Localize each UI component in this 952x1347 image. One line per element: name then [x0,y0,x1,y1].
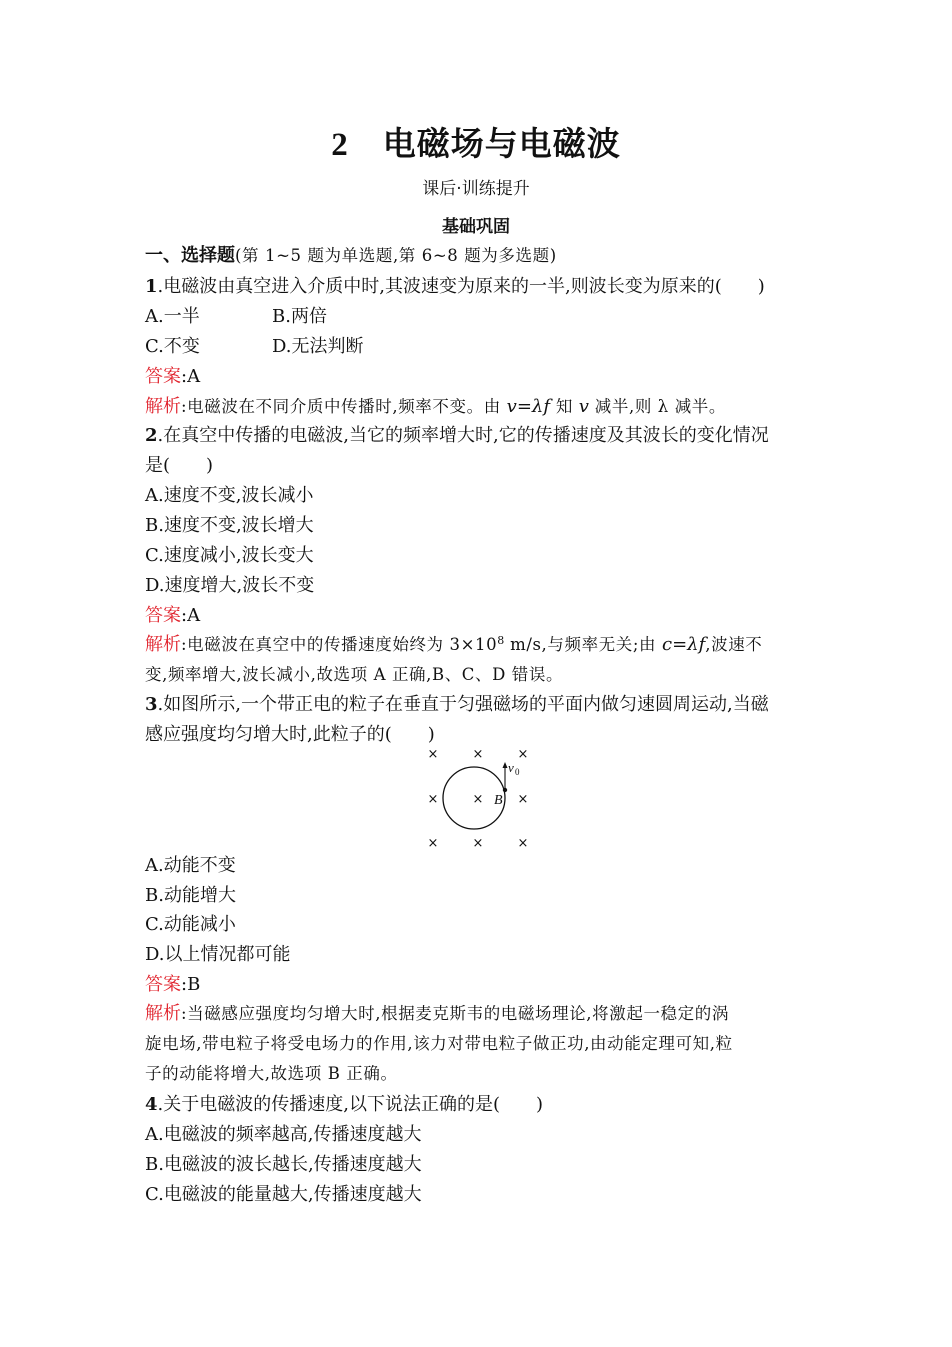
question-2-stem: 2.在真空中传播的电磁波,当它的频率增大时,它的传播速度及其波长的变化情况 [145,425,769,446]
question-2-explanation: 解析:电磁波在真空中的传播速度始终为 $3\times 10^8$ m/s,与频率无关;由 c=λf,波速不 [145,634,763,655]
explanation-label: 解析 [145,634,181,655]
velocity-subscript: 0 [515,767,520,777]
question-number: 3 [145,694,158,715]
part-heading: 一、选择题(第 1~5 题为单选题,第 6~8 题为多选题) [145,245,557,266]
question-2-explanation-cont: 变,频率增大,波长减小,故选项 A 正确,B、C、D 错误。 [145,665,564,684]
option-c: C.不变 [145,336,200,357]
option-a: A.速度不变,波长减小 [145,485,314,506]
arrow-head-icon [503,762,508,768]
section-number: 2 [331,127,349,163]
section-heading: 基础巩固 [442,217,510,237]
answer-label: 答案 [145,366,181,387]
page-title [0,118,952,165]
field-cross-mark: × [517,747,529,762]
question-3-explanation: 解析:当磁感应强度均匀增大时,根据麦克斯韦的电磁场理论,将激起一稳定的涡 [145,1003,729,1024]
question-1-answer: 答案:A [145,366,201,387]
option-b: B.电磁波的波长越长,传播速度越大 [145,1154,422,1175]
explanation-label: 解析 [145,1003,181,1024]
question-number: 1 [145,276,158,297]
field-cross-mark: × [517,836,529,851]
option-b: B.两倍 [272,306,327,327]
field-cross-mark: × [472,836,484,851]
question-2-stem-cont: 是( ) [145,455,214,476]
page-subtitle: 课后·训练提升 [422,179,530,199]
question-1-stem: 1.电磁波由真空进入介质中时,其波速变为原来的一半,则波长变为原来的( ) [145,276,765,297]
question-3-stem: 3.如图所示,一个带正电的粒子在垂直于匀强磁场的平面内做匀速圆周运动,当磁 [145,694,769,715]
option-b: B.速度不变,波长增大 [145,515,314,536]
option-a: A.动能不变 [145,855,236,876]
field-cross-mark: × [427,792,439,807]
option-d: D.以上情况都可能 [145,944,291,965]
field-cross-mark: × [517,792,529,807]
question-3-explanation-cont: 子的动能将增大,故选项 B 正确。 [145,1064,398,1083]
question-3-answer: 答案:B [145,974,201,995]
answer-label: 答案 [145,974,181,995]
question-1-options-row2 [145,336,545,358]
field-cross-mark: × [472,747,484,762]
field-cross-mark: × [427,836,439,851]
magnetic-field-figure [418,744,538,854]
question-number: 4 [145,1094,158,1115]
option-d: D.速度增大,波长不变 [145,575,315,596]
question-1-options-row1 [145,306,545,328]
velocity-label: v [508,760,514,775]
field-cross-mark: × [427,747,439,762]
field-label: B [494,793,503,808]
option-c: C.动能减小 [145,914,236,935]
question-2-answer: 答案:A [145,605,201,626]
option-a: A.一半 [145,306,200,327]
question-3-explanation-cont: 旋电场,带电粒子将受电场力的作用,该力对带电粒子做正功,由动能定理可知,粒 [145,1034,733,1053]
option-a: A.电磁波的频率越高,传播速度越大 [145,1124,422,1145]
option-c: C.电磁波的能量越大,传播速度越大 [145,1184,422,1205]
answer-label: 答案 [145,605,181,626]
option-b: B.动能增大 [145,885,236,906]
field-cross-mark: × [472,792,484,807]
question-3-stem-cont: 感应强度均匀增大时,此粒子的( ) [145,724,435,745]
question-4-stem: 4.关于电磁波的传播速度,以下说法正确的是( ) [145,1094,544,1115]
option-d: D.无法判断 [272,336,364,357]
section-title: 电磁场与电磁波 [382,124,621,163]
question-1-explanation: 解析:电磁波在不同介质中传播时,频率不变。由 v=λf 知 v 减半,则 λ 减半。 [145,396,726,417]
question-number: 2 [145,425,158,446]
explanation-label: 解析 [145,396,181,417]
option-c: C.速度减小,波长变大 [145,545,314,566]
